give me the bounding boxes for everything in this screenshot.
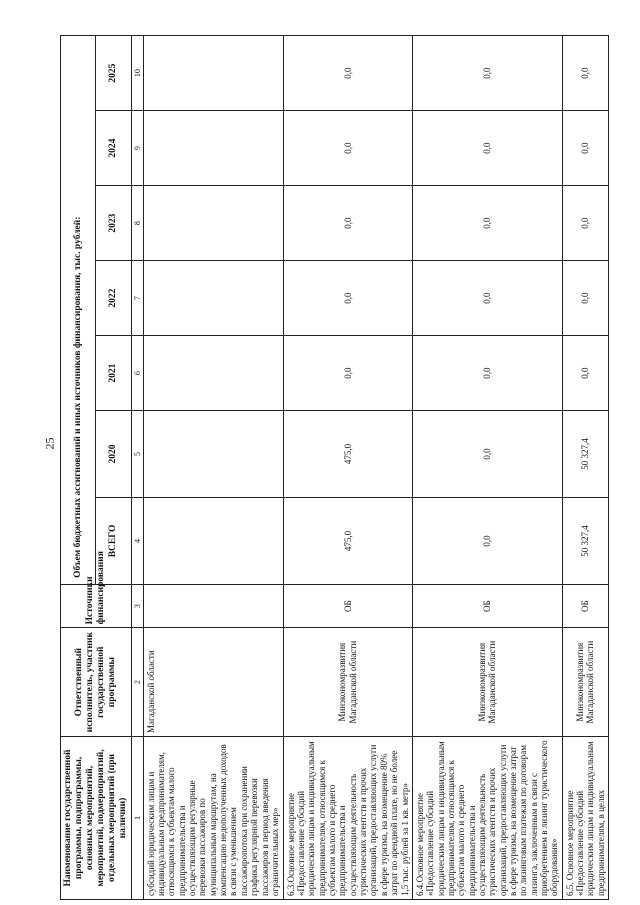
- header-program-name: Наименование государственной программы, подпрограммы, основных мероприятий, мероприятий, подмероприятий, отдельных мероприятий (при наличии): [61, 737, 132, 900]
- row-executor: Минэкономразвития Магаданской области: [562, 628, 608, 737]
- header-year-2022: 2022: [96, 261, 131, 336]
- header-year-2024: 2024: [96, 111, 131, 186]
- row-value: 0,0: [412, 411, 562, 498]
- column-number: 3: [131, 584, 143, 627]
- row-value: 0,0: [562, 111, 608, 186]
- table-row: [143, 36, 283, 900]
- row-value: 0,0: [283, 111, 412, 186]
- row-value: 0,0: [412, 336, 562, 411]
- row-source: ОБ: [283, 584, 412, 627]
- row-value: 475,0: [283, 497, 412, 584]
- column-number: 2: [131, 628, 143, 737]
- row-value: 0,0: [412, 186, 562, 261]
- table-row: [412, 36, 562, 900]
- row-name: 6.5. Основное мероприятие «Предоставление субсидий юридическим лицам и индивидуальным предпринимателям, в целях: [562, 737, 608, 900]
- column-number: 6: [131, 336, 143, 411]
- row-value: 50 327,4: [562, 411, 608, 498]
- row-value: 50 327,4: [562, 497, 608, 584]
- row-value: 0,0: [412, 111, 562, 186]
- row-value: [143, 411, 283, 498]
- row-executor: Минэкономразвития Магаданской области: [283, 628, 412, 737]
- funding-table-sheet: [60, 35, 606, 900]
- row-value: [143, 36, 283, 111]
- row-value: [143, 186, 283, 261]
- row-name: субсидий юридическим лицам и индивидуальным предпринимателям, относящимся к субъектам малого предпринимательства и осуществляющим регулярные перевозки пассажиров по муниципальным маршрутам, на компенсацию недополученных доходов в связи с уменьшением пассажиропотока при сохранении графика регулярной перевозки пассажиров в период введения ограничительных мер»: [143, 737, 283, 900]
- row-executor: Магаданской области: [143, 628, 283, 737]
- row-name: 6.3.Основное мероприятие «Предоставление субсидий юридическим лицам и индивидуальным предпринимателям, относящимся к субъектам малого и среднего предпринимательства и осуществляющим деятельность туристических агентств и прочих организаций, предоставляющих услуги в сфере туризма, на возмещение 80% затрат по арендной плате, но не более 1,5 тыс. рублей за 1 кв. метр»: [283, 737, 412, 900]
- row-value: 475,0: [283, 411, 412, 498]
- page-number: 25: [42, 437, 57, 450]
- column-number: 10: [131, 36, 143, 111]
- header-year-2021: 2021: [96, 336, 131, 411]
- column-number: 5: [131, 411, 143, 498]
- column-number: 8: [131, 186, 143, 261]
- header-year-2020: 2020: [96, 411, 131, 498]
- header-funding-volume: Объем бюджетных ассигнований и иных источников финансирования, тыс. рублей:: [61, 36, 96, 585]
- row-value: 0,0: [283, 186, 412, 261]
- row-value: 0,0: [412, 36, 562, 111]
- column-number: 1: [131, 737, 143, 900]
- header-year-total: ВСЕГО: [96, 497, 131, 584]
- row-source: ОБ: [562, 584, 608, 627]
- row-value: 0,0: [562, 261, 608, 336]
- row-value: [143, 497, 283, 584]
- table-row: [283, 36, 412, 900]
- header-executor: Ответственный исполнитель, участник государственной программы: [61, 628, 132, 737]
- row-value: 0,0: [412, 261, 562, 336]
- column-number: 4: [131, 497, 143, 584]
- row-source: ОБ: [412, 584, 562, 627]
- row-name: 6.4.Основное мероприятие «Предоставление субсидий юридическим лицам и индивидуальным предпринимателям, относящимся к субъектам малого и среднего предпринимательства и осуществляющим деятельность туристических агентств и прочих организаций, предоставляющих услуги в сфере туризма, на возмещение затрат по лизинговым платежам по договорам лизинга, заключенным в связи с приобретением в лизинг туристического оборудования»: [412, 737, 562, 900]
- row-value: 0,0: [283, 261, 412, 336]
- row-value: [143, 336, 283, 411]
- funding-table: [60, 35, 609, 900]
- header-source: Источники финансирования: [61, 584, 132, 627]
- row-value: 0,0: [283, 336, 412, 411]
- row-value: [143, 261, 283, 336]
- column-number: 9: [131, 111, 143, 186]
- table-row: [562, 36, 608, 900]
- row-value: 0,0: [412, 497, 562, 584]
- row-value: 0,0: [562, 336, 608, 411]
- row-value: 0,0: [283, 36, 412, 111]
- row-value: 0,0: [562, 186, 608, 261]
- row-executor: Минэкономразвития Магаданской области: [412, 628, 562, 737]
- header-year-2025: 2025: [96, 36, 131, 111]
- column-number: 7: [131, 261, 143, 336]
- row-value: [143, 111, 283, 186]
- header-year-2023: 2023: [96, 186, 131, 261]
- row-source: [143, 584, 283, 627]
- row-value: 0,0: [562, 36, 608, 111]
